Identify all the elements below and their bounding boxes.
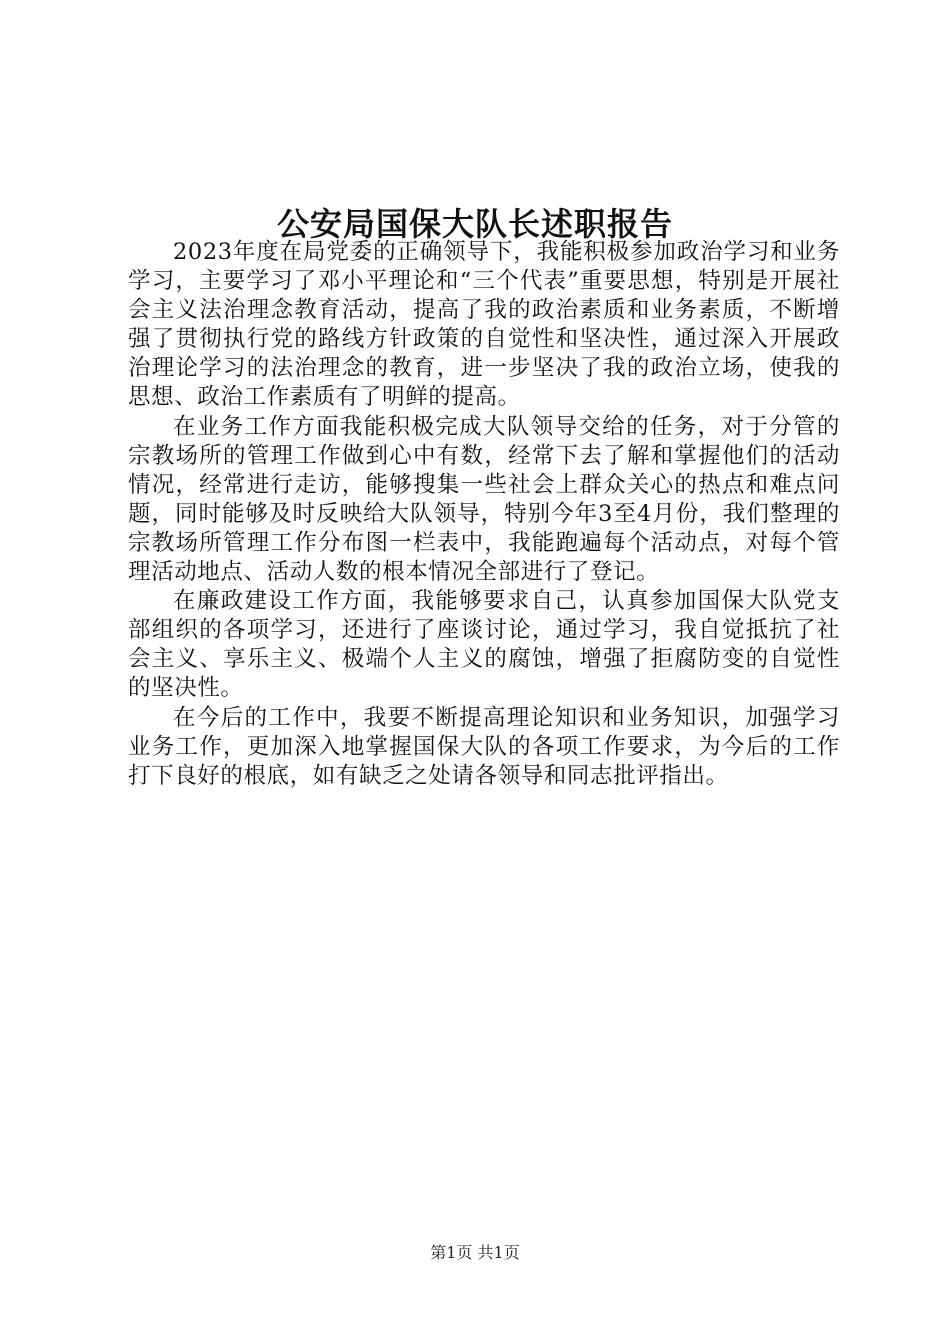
page-footer: 第1页 共1页 <box>430 1243 520 1262</box>
paragraph-3: 在廉政建设工作方面，我能够要求自己，认真参加国保大队党支部组织的各项学习，还进行了座谈讨论，通过学习，我自觉抵抗了社会主义、享乐主义、极端个人主义的腐蚀，增强了拒腐防变的自觉性的坚决性。 <box>128 588 840 702</box>
paragraph-1: 2023年度在局党委的正确领导下，我能积极参加政治学习和业务学习，主要学习了邓小平理论和“三个代表”重要思想，特别是开展社会主义法治理念教育活动，提高了我的政治素质和业务素质，不断增强了贯彻执行党的路线方针政策的自觉性和坚决性，通过深入开展政治理论学习的法治理念的教育，进一步坚决了我的政治立场，使我的思想、政治工作素质有了明鲜的提高。 <box>128 239 840 411</box>
paragraph-2: 在业务工作方面我能积极完成大队领导交给的任务，对于分管的宗教场所的管理工作做到心中有数，经常下去了解和掌握他们的活动情况，经常进行走访，能够搜集一些社会上群众关心的热点和难点问题，同时能够及时反映给大队领导，特别今年3至4月份，我们整理的宗教场所管理工作分布图一栏表中，我能跑遍每个活动点，对每个管理活动地点、活动人数的根本情况全部进行了登记。 <box>128 413 840 586</box>
page-title: 公安局国保大队长述职报告 <box>276 205 673 244</box>
document-body <box>128 238 840 791</box>
paragraph-4: 在今后的工作中，我要不断提高理论知识和业务知识，加强学习业务工作，更加深入地掌握国保大队的各项工作要求，为今后的工作打下良好的根底，如有缺乏之处请各领导和同志批评指出。 <box>128 704 840 789</box>
